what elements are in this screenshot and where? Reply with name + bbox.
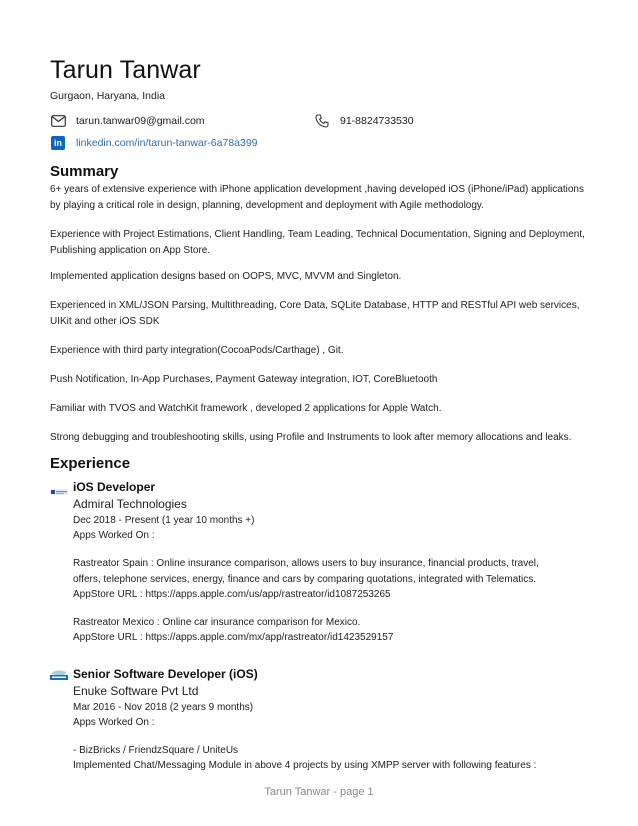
- summary-paragraph: Experience with Project Estimations, Client Handling, Team Leading, Technical Documentation, Signing and Deployment, Publishing application on App Store.: [50, 229, 585, 256]
- phone-contact[interactable]: [314, 114, 414, 128]
- job-title: iOS Developer: [73, 480, 156, 494]
- job-detail: - BizBricks / FriendzSquare / UniteUs: [73, 745, 239, 756]
- envelope-icon: [50, 114, 66, 128]
- job-detail: Implemented Chat/Messaging Module in above 4 projects by using XMPP server with following features :: [73, 760, 537, 771]
- job-apps-label: Apps Worked On :: [73, 530, 155, 541]
- candidate-name: Tarun Tanwar: [50, 56, 201, 84]
- email-contact[interactable]: [50, 114, 205, 128]
- summary-paragraph: Experienced in XML/JSON Parsing, Multithreading, Core Data, SQLite Database, HTTP and RESTful API web services, UIKit and other iOS SDK: [50, 300, 580, 327]
- summary-paragraph: Experience with third party integration(CocoaPods/Carthage) , Git.: [50, 345, 344, 356]
- candidate-location: Gurgaon, Haryana, India: [50, 90, 165, 102]
- job-company: Admiral Technologies: [73, 497, 187, 511]
- linkedin-icon: in: [50, 136, 66, 150]
- experience-heading: Experience: [50, 455, 131, 472]
- job-dates: Mar 2016 - Nov 2018 (2 years 9 months): [73, 702, 254, 713]
- summary-paragraph: Implemented application designs based on OOPS, MVC, MVVM and Singleton.: [50, 271, 402, 282]
- page-footer: Tarun Tanwar - page 1: [264, 786, 374, 798]
- job-company: Enuke Software Pvt Ltd: [73, 684, 199, 698]
- job-dates: Dec 2018 - Present (1 year 10 months +): [73, 515, 255, 526]
- job-detail: AppStore URL : https://apps.apple.com/mx/app/rastreator/id1423529157: [73, 632, 394, 643]
- job-apps-label: Apps Worked On :: [73, 717, 155, 728]
- job-title: Senior Software Developer (iOS): [73, 667, 258, 681]
- summary-paragraph: Familiar with TVOS and WatchKit framework , developed 2 applications for Apple Watch.: [50, 403, 442, 414]
- summary-paragraph: 6+ years of extensive experience with iPhone application development ,having developed iOS (iPhone/iPad) applications by playing a critical role in design, planning, development and deployment with Agile methodology.: [50, 184, 584, 211]
- summary-paragraph: Push Notification, In-App Purchases, Payment Gateway integration, IOT, CoreBluetooth: [50, 374, 438, 385]
- linkedin-link[interactable]: linkedin.com/in/tarun-tanwar-6a78a399: [76, 137, 258, 149]
- job-detail: AppStore URL : https://apps.apple.com/us/app/rastreator/id1087253265: [73, 589, 391, 600]
- job-detail: Rastreator Spain : Online insurance comparison, allows users to buy insurance, financial products, travel, offers, telephone services, energy, finance and cars by comparing quotations, integrated with Telematics.: [73, 558, 539, 585]
- email-text[interactable]: tarun.tanwar09@gmail.com: [76, 115, 205, 127]
- enuke-logo-icon: [50, 669, 68, 679]
- linkedin-contact[interactable]: [50, 136, 258, 150]
- phone-icon: [314, 114, 330, 128]
- phone-text[interactable]: 91-8824733530: [340, 115, 414, 127]
- admiral-logo-icon: [50, 484, 68, 494]
- summary-heading: Summary: [50, 163, 119, 180]
- summary-paragraph: Strong debugging and troubleshooting skills, using Profile and Instruments to look after memory allocations and leaks.: [50, 432, 572, 443]
- job-detail: Rastreator Mexico : Online car insurance comparison for Mexico.: [73, 617, 361, 628]
